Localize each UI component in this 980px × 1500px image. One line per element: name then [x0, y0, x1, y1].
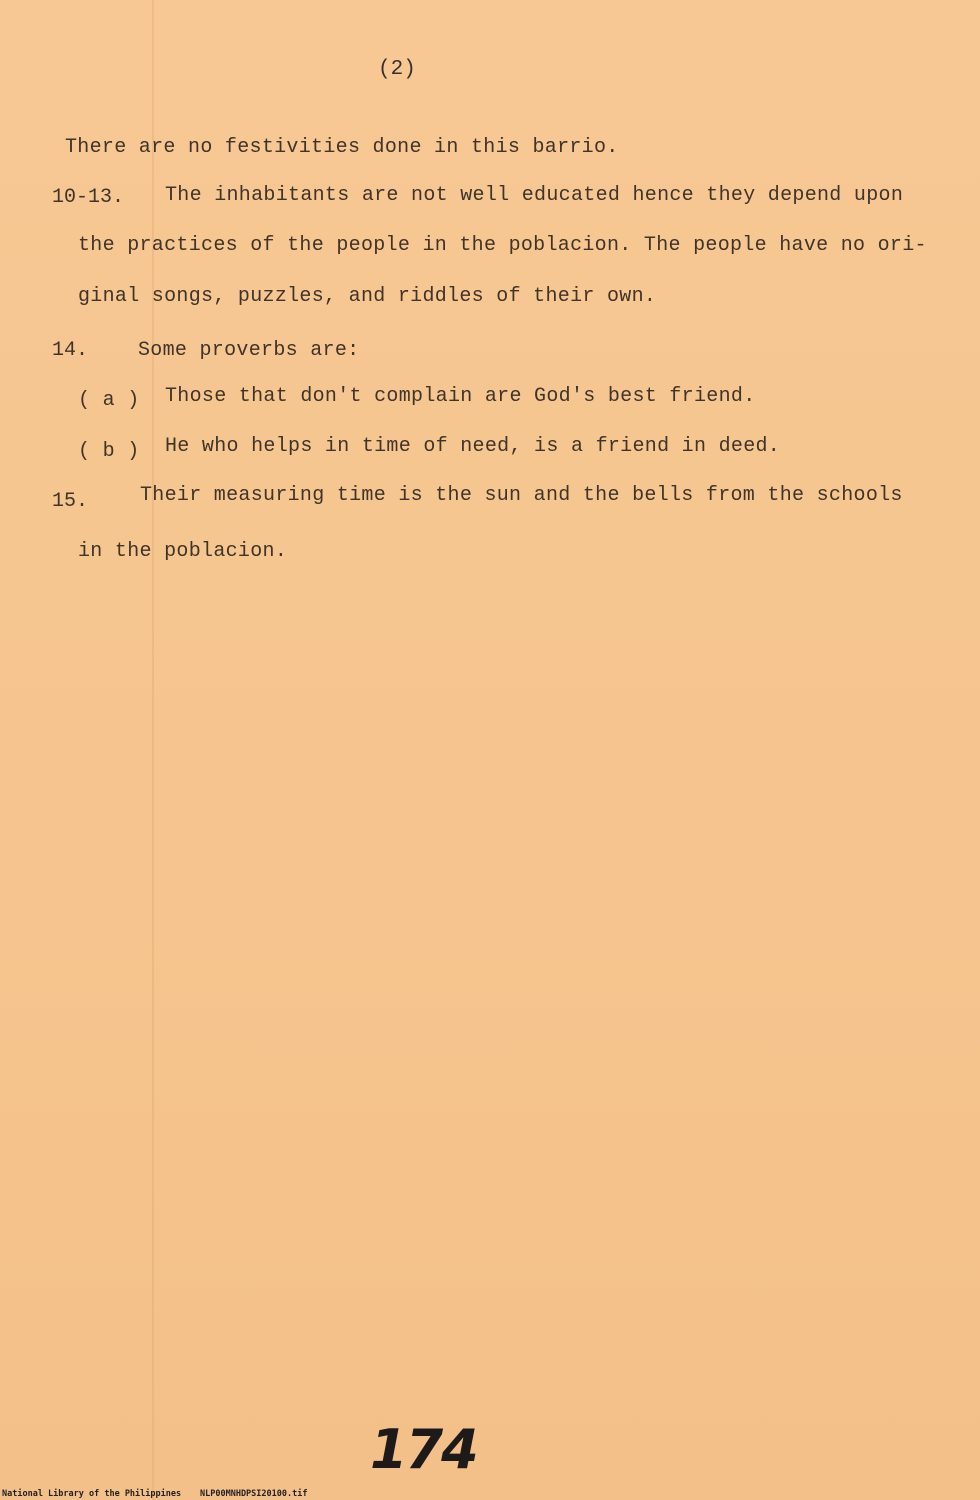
- page-number: (2): [378, 58, 416, 81]
- proverb-a-text: Those that don't complain are God's best friend.: [165, 385, 756, 408]
- page-fold: [152, 0, 154, 1500]
- item-15-number: 15.: [52, 490, 89, 513]
- item-14-number: 14.: [52, 339, 89, 362]
- proverb-b-label: ( b ): [78, 440, 140, 463]
- festivities-line: There are no festivities done in this barrio.: [65, 136, 619, 159]
- footer-filename: NLP00MNHDPSI20100.tif: [200, 1489, 308, 1499]
- item-10-13-line3: ginal songs, puzzles, and riddles of their own.: [78, 285, 657, 308]
- proverb-b-text: He who helps in time of need, is a friend in deed.: [165, 435, 781, 458]
- proverb-a-label: ( a ): [78, 389, 140, 412]
- handwritten-page-number: 174: [370, 1418, 477, 1481]
- item-10-13-line2: the practices of the people in the poblacion. The people have no ori-: [78, 234, 927, 257]
- item-10-13-number: 10-13.: [52, 186, 125, 209]
- item-15-line1: Their measuring time is the sun and the bells from the schools: [140, 484, 903, 507]
- item-14-text: Some proverbs are:: [138, 339, 360, 362]
- item-10-13-line1: The inhabitants are not well educated hence they depend upon: [165, 184, 904, 207]
- footer-library: National Library of the Philippines: [2, 1489, 182, 1499]
- item-15-line2: in the poblacion.: [78, 540, 288, 563]
